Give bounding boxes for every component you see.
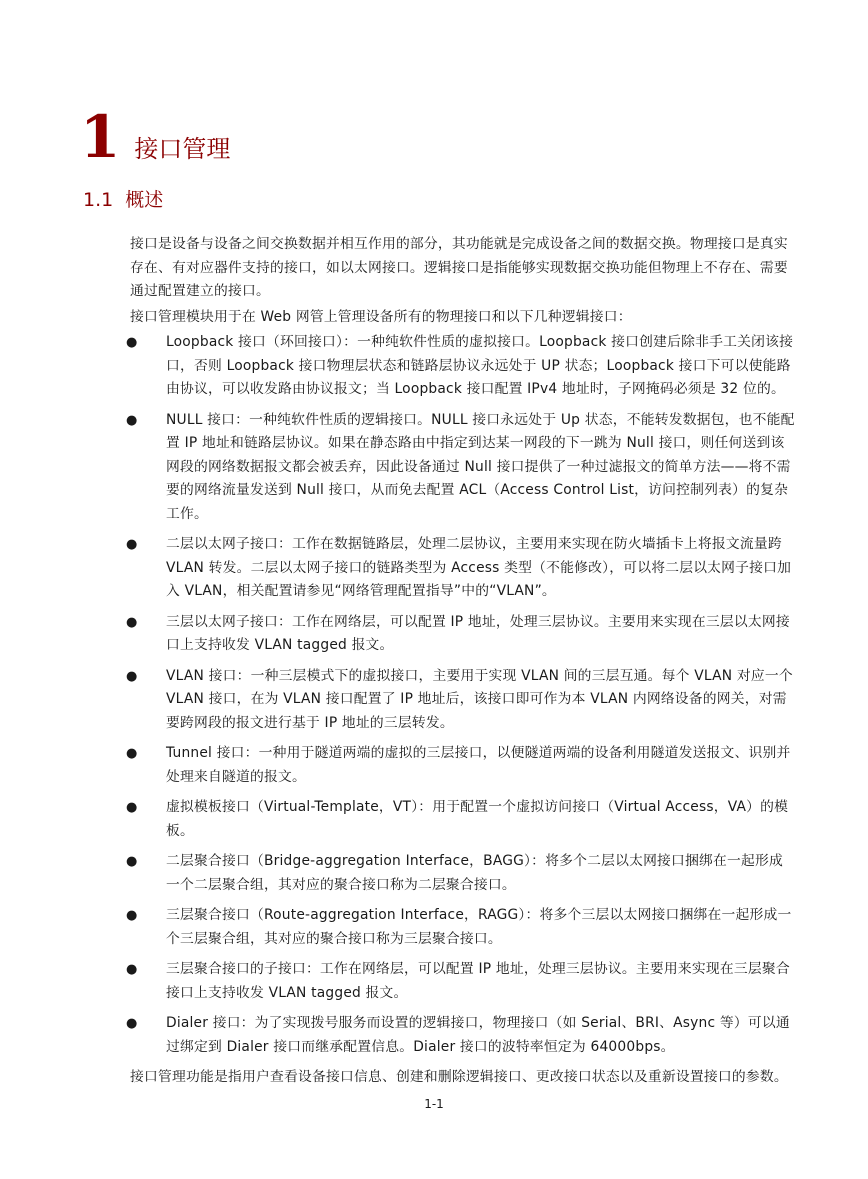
intro-paragraph: 接口是设备与设备之间交换数据并相互作用的部分，其功能就是完成设备之间的数据交换。物理接口是真实存在、有对应器件支持的接口，如以太网接口。逻辑接口是指能够实现数据交换功能但物理上不存在、需要通过配置建立的接口。 [130, 236, 788, 299]
bullet-icon: ● [126, 614, 138, 630]
list-item [126, 331, 795, 402]
body-content [126, 233, 795, 1092]
section-title: 概述 [125, 189, 164, 211]
intro-paragraph: 接口管理模块用于在 Web 网管上管理设备所有的物理接口和以下几种逻辑接口： [130, 308, 632, 325]
bullet-icon: ● [126, 335, 138, 350]
list-item [126, 409, 795, 527]
chapter-title: 接口管理 [134, 135, 231, 163]
list-item-text: VLAN 接口：一种三层模式下的虚拟接口，主要用于实现 VLAN 间的三层互通。每个 VLAN 对应一个 VLAN 接口，在为 VLAN 接口配置了 IP 地址后，该接口即可作为本 VLAN 内网络设备的网关，对需要跨网段的报文进行基于 IP 地址的三层转发。 [166, 667, 793, 731]
bullet-icon: ● [126, 1016, 138, 1031]
list-item-text: Tunnel 接口：一种用于隧道两端的虚拟的三层接口，以便隧道两端的设备利用隧道发送报文、识别并处理来自隧道的报文。 [166, 745, 791, 785]
chapter-number: 1 [80, 103, 121, 171]
list-item-text: Dialer 接口：为了实现拨号服务而设置的逻辑接口，物理接口（如 Serial、BRI、Async 等）可以通过绑定到 Dialer 接口而继承配置信息。Dialer 接口的波特率恒定为 64000bps。 [166, 1015, 790, 1055]
list-item [126, 796, 795, 843]
bullet-icon: ● [126, 746, 138, 761]
interface-list [126, 331, 795, 1059]
chapter-heading [80, 103, 231, 171]
list-item-text: 二层以太网子接口：工作在数据链路层，处理二层协议，主要用来实现在防火墙插卡上将报文流量跨 VLAN 转发。二层以太网子接口的链路类型为 Access 类型（不能修改），可以将二层以太网子接口加入 VLAN，相关配置请参见“网络管理配置指导”中的“VLAN”。 [166, 536, 792, 599]
list-item-text: 三层以太网子接口：工作在网络层，可以配置 IP 地址，处理三层协议。主要用来实现在三层以太网接口上支持收发 VLAN tagged 报文。 [166, 613, 790, 653]
list-item [126, 611, 795, 658]
closing-paragraph: 接口管理功能是指用户查看设备接口信息、创建和删除逻辑接口、更改接口状态以及重新设置接口的参数。 [130, 1069, 788, 1085]
list-item [126, 904, 795, 951]
section-number: 1.1 [83, 189, 114, 211]
bullet-icon: ● [126, 537, 138, 552]
bullet-icon: ● [126, 854, 138, 869]
list-item-text: 三层聚合接口的子接口：工作在网络层，可以配置 IP 地址，处理三层协议。主要用来实现在三层聚合接口上支持收发 VLAN tagged 报文。 [166, 961, 790, 1001]
list-item [126, 742, 795, 789]
list-item-text: 三层聚合接口（Route-aggregation Interface，RAGG）：将多个三层以太网接口捆绑在一起形成一个三层聚合组，其对应的聚合接口称为三层聚合接口。 [166, 907, 792, 947]
bullet-icon: ● [126, 908, 138, 923]
page-number: 1-1 [424, 1097, 444, 1111]
list-item-text: Loopback 接口（环回接口）：一种纯软件性质的虚拟接口。Loopback 接口创建后除非手工关闭该接口，否则 Loopback 接口物理层状态和链路层协议永远处于 UP 状态；Loopback 接口下可以使能路由协议，可以收发路由协议报文；当 Loopback 接口配置 IPv4 地址时，子网掩码必须是 32 位的。 [166, 334, 794, 397]
list-item-text: 虚拟模板接口（Virtual-Template，VT）：用于配置一个虚拟访问接口（Virtual Access，VA）的模板。 [166, 799, 789, 839]
list-item [126, 1012, 795, 1059]
list-item-text: 二层聚合接口（Bridge-aggregation Interface，BAGG）：将多个二层以太网接口捆绑在一起形成一个二层聚合组，其对应的聚合接口称为二层聚合接口。 [166, 853, 784, 893]
bullet-icon: ● [126, 962, 138, 977]
list-item [126, 958, 795, 1005]
bullet-icon: ● [126, 800, 138, 815]
list-item-text: NULL 接口：一种纯软件性质的逻辑接口。NULL 接口永远处于 Up 状态，不能转发数据包，也不能配置 IP 地址和链路层协议。如果在静态路由中指定到达某一网段的下一跳为 Null 接口，则任何送到该网段的网络数据报文都会被丢弃，因此设备通过 Null 接口提供了一种过滤报文的简单方法——将不需要的网络流量发送到 Null 接口，从而免去配置 ACL（Access Control List，访问控制列表）的复杂工作。 [166, 411, 795, 522]
bullet-icon: ● [126, 412, 138, 428]
list-item [126, 665, 795, 736]
section-heading [83, 188, 163, 212]
bullet-icon: ● [126, 668, 138, 684]
list-item [126, 533, 795, 604]
list-item [126, 850, 795, 897]
